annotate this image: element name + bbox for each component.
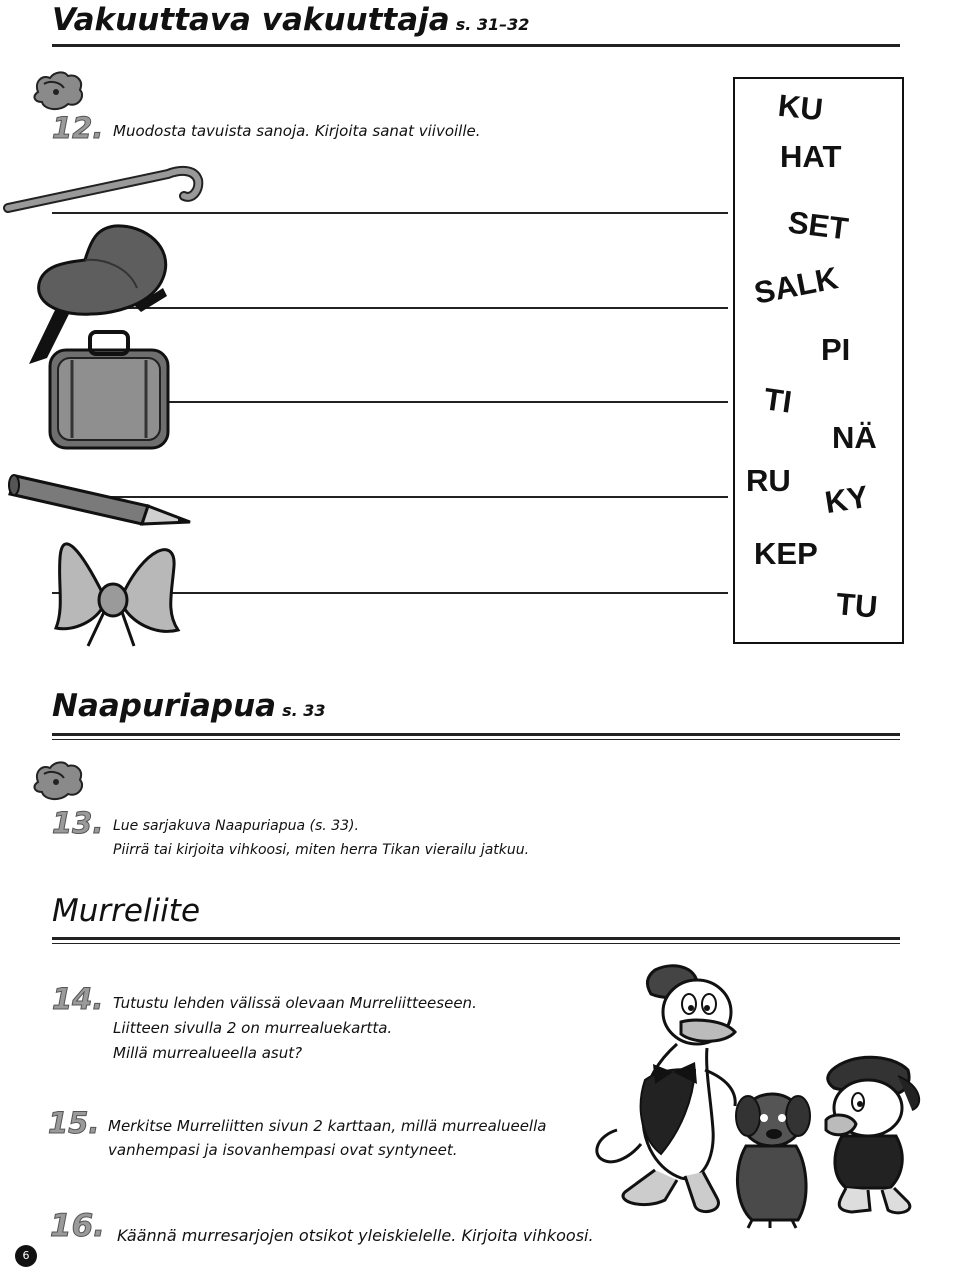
- suitcase-icon: [44, 326, 174, 456]
- section-page-ref: s. 33: [282, 701, 326, 720]
- syllable-set: SET: [786, 204, 851, 247]
- section-divider-thin: [52, 943, 900, 944]
- task-number-12: 12.: [52, 111, 104, 145]
- task-number-16: 16.: [50, 1208, 105, 1244]
- syllable-ti: TI: [761, 381, 794, 420]
- donald-head-icon: [30, 70, 90, 114]
- task-number-15: 15.: [48, 1106, 100, 1140]
- task-13-line-2: Piirrä tai kirjoita vihkoosi, miten herra Tikan vierailu jatkuu.: [113, 842, 530, 858]
- syllable-tu: TU: [834, 586, 879, 625]
- donald-head-icon: [30, 760, 90, 804]
- task-14-line-3: Millä murrealueella asut?: [113, 1044, 303, 1062]
- syllable-ky: KY: [822, 478, 871, 521]
- syllable-na: NÄ: [832, 420, 877, 455]
- section-title-text: Naapuriapua: [52, 688, 277, 724]
- task-12-instruction: Muodosta tavuista sanoja. Kirjoita sanat viivoille.: [113, 122, 481, 140]
- pencil-icon: [6, 470, 196, 532]
- section-title-text: Vakuuttava vakuuttaja: [52, 2, 450, 38]
- syllable-ru: RU: [746, 463, 791, 498]
- task-14-line-2: Liitteen sivulla 2 on murrealuekartta.: [113, 1019, 393, 1037]
- section-title-murreliite: Murreliite: [52, 893, 201, 929]
- syllable-hat: HAT: [780, 139, 842, 174]
- nephew-duck-illustration: [812, 1050, 932, 1220]
- syllable-ku: KU: [776, 87, 825, 128]
- task-15-line-2: vanhempasi ja isovanhempasi ovat syntyneet.: [108, 1141, 458, 1159]
- task-16-instruction: Käännä murresarjojen otsikot yleiskielelle. Kirjoita vihkoosi.: [117, 1226, 594, 1245]
- section-divider: [52, 44, 900, 47]
- section-divider: [52, 937, 900, 940]
- task-14-line-1: Tutustu lehden välissä olevaan Murreliitteeseen.: [113, 994, 477, 1012]
- syllable-pi: PI: [821, 332, 851, 367]
- section-page-ref: s. 31–32: [455, 15, 530, 34]
- task-13-line-1: Lue sarjakuva Naapuriapua (s. 33).: [113, 818, 359, 834]
- section-divider-thin: [52, 739, 900, 740]
- syllable-kep: KEP: [754, 536, 818, 571]
- syllable-salk: SALK: [751, 260, 841, 311]
- page-number-badge: 6: [15, 1245, 37, 1267]
- section-title-vakuuttava: [52, 2, 529, 38]
- task-number-14: 14.: [52, 982, 104, 1016]
- walking-cane-icon: [0, 160, 210, 220]
- task-15-line-1: Merkitse Murreliitten sivun 2 karttaan, millä murrealueella: [108, 1117, 547, 1135]
- dog-illustration: [712, 1080, 822, 1230]
- bow-ribbon-icon: [40, 528, 190, 648]
- section-divider: [52, 733, 900, 736]
- task-number-13: 13.: [52, 806, 104, 840]
- section-title-naapuriapua: [52, 688, 326, 724]
